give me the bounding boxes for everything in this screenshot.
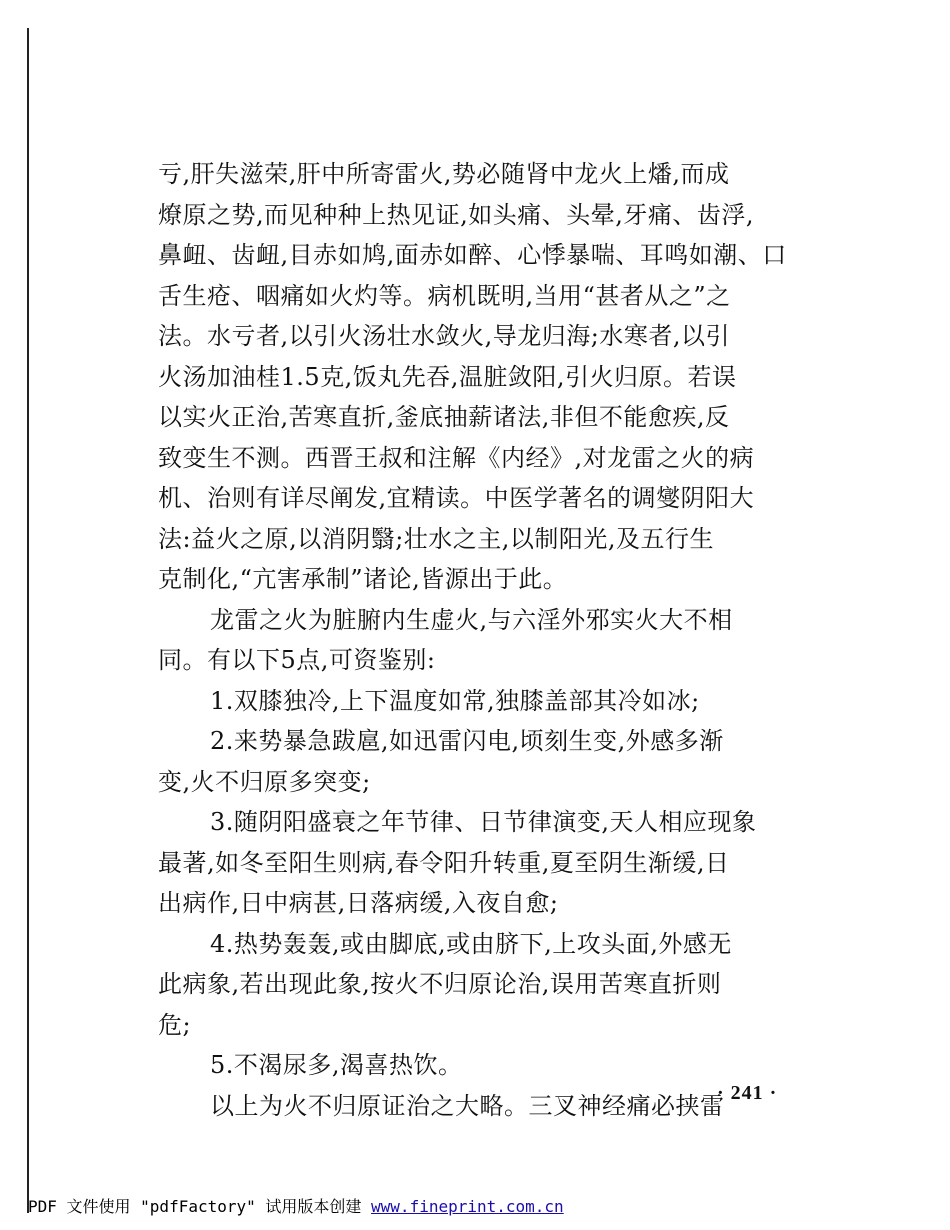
footer-link[interactable]: www.fineprint.com.cn	[371, 1197, 564, 1216]
page-body-text	[158, 154, 838, 1126]
text-line: 亏,肝失滋荣,肝中所寄雷火,势必随肾中龙火上燔,而成	[158, 160, 730, 188]
text-line: 燎原之势,而见种种上热见证,如头痛、头晕,牙痛、齿浮,	[158, 200, 755, 229]
page-number: · 241 ·	[717, 1082, 778, 1104]
text-line: 此病象,若出现此象,按火不归原论治,误用苦寒直折则	[158, 970, 722, 998]
page-left-rule	[27, 28, 29, 1213]
text-line: 以实火正治,苦寒直折,釜底抽薪诸法,非但不能愈疾,反	[158, 403, 730, 431]
text-line: 4.热势轰轰,或由脚底,或由脐下,上攻头面,外感无	[210, 929, 732, 958]
text-line: 机、治则有详尽阐发,宜精读。中医学著名的调燮阴阳大	[158, 484, 755, 512]
text-line: 火汤加油桂1.5克,饭丸先吞,温脏敛阳,引火归原。若误	[158, 362, 737, 391]
text-line: 克制化,“亢害承制”诸论,皆源出于此。	[158, 565, 568, 593]
text-line: 舌生疮、咽痛如火灼等。病机既明,当用“甚者从之”之	[158, 281, 731, 310]
text-line: 法。水亏者,以引火汤壮水敛火,导龙归海;水寒者,以引	[158, 322, 730, 350]
text-line: 以上为火不归原证治之大略。三叉神经痛必挟雷	[210, 1091, 725, 1120]
pdf-footer	[28, 1194, 564, 1217]
footer-text: PDF 文件使用 "pdfFactory" 试用版本创建	[28, 1197, 372, 1216]
text-line: 5.不渴尿多,渴喜热饮。	[210, 1051, 463, 1079]
text-line: 3.随阴阳盛衰之年节律、日节律演变,天人相应现象	[210, 808, 757, 836]
text-line: 危;	[158, 1010, 192, 1039]
text-line: 2.来势暴急跋扈,如迅雷闪电,顷刻生变,外感多渐	[210, 727, 724, 755]
text-line: 龙雷之火为脏腑内生虚火,与六淫外邪实火大不相	[210, 605, 733, 634]
text-line: 最著,如冬至阳生则病,春令阳升转重,夏至阴生渐缓,日	[158, 848, 730, 877]
text-line: 致变生不测。西晋王叔和注解《内经》,对龙雷之火的病	[158, 443, 755, 472]
text-line: 鼻衄、齿衄,目赤如鸠,面赤如醉、心悸暴喘、耳鸣如潮、口	[158, 241, 787, 269]
text-line: 1.双膝独冷,上下温度如常,独膝盖部其冷如冰;	[210, 686, 700, 715]
text-line: 出病作,日中病甚,日落病缓,入夜自愈;	[158, 889, 559, 917]
text-line: 变,火不归原多突变;	[158, 767, 371, 796]
text-line: 法:益火之原,以消阴翳;壮水之主,以制阳光,及五行生	[158, 524, 715, 553]
text-line: 同。有以下5点,可资鉴别:	[158, 646, 436, 674]
